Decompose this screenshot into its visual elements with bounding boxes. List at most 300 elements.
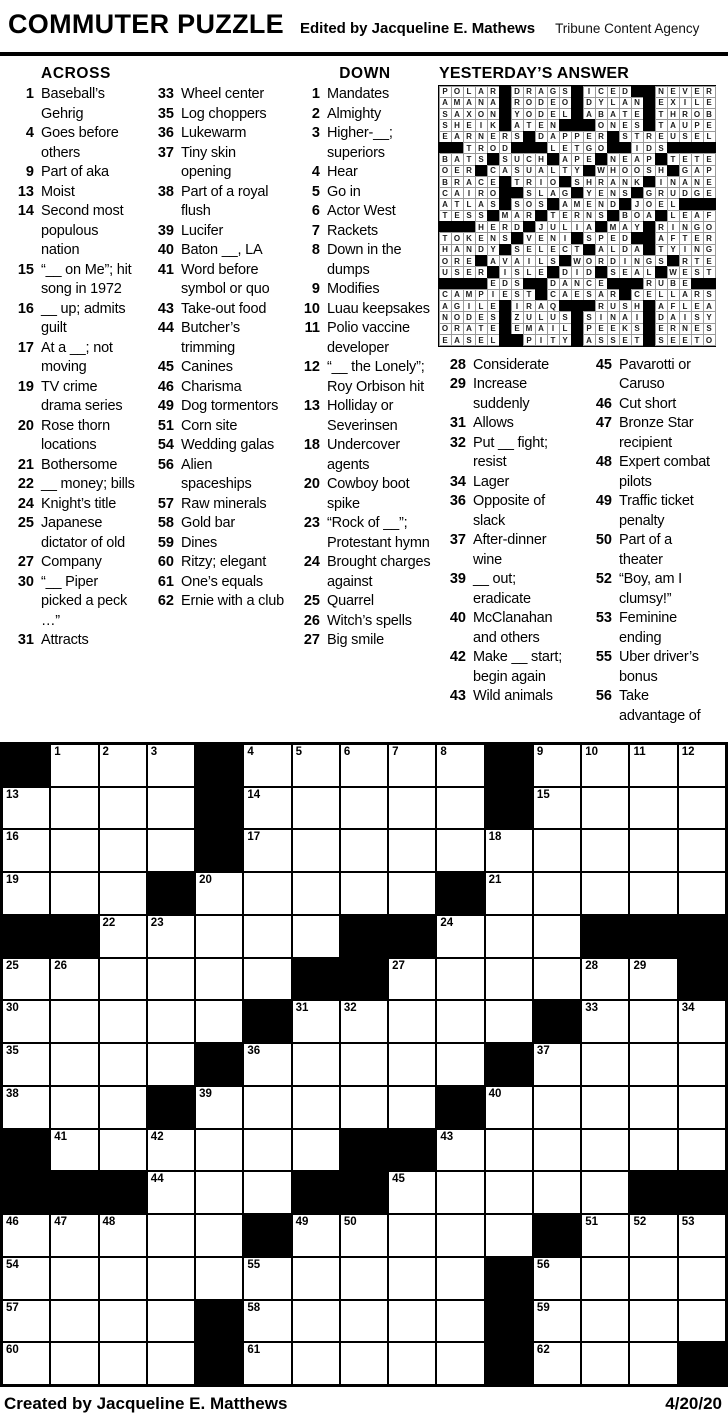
answer-letter-cell: R — [595, 255, 608, 267]
answer-letter-cell: E — [679, 334, 692, 346]
grid-cell[interactable] — [341, 745, 387, 786]
grid-cell[interactable] — [389, 830, 435, 871]
grid-cell[interactable] — [100, 959, 146, 1000]
cell-number: 50 — [343, 1216, 357, 1229]
clue-number: 26 — [303, 612, 320, 629]
grid-cell[interactable] — [437, 1001, 483, 1042]
grid-cell[interactable] — [100, 1258, 146, 1299]
grid-cell[interactable] — [196, 1215, 242, 1256]
grid-cell[interactable] — [244, 1343, 290, 1384]
grid-cell[interactable] — [293, 1130, 339, 1171]
answer-letter-cell: N — [463, 244, 476, 256]
black-cell — [486, 1258, 532, 1299]
grid-cell[interactable] — [51, 1343, 97, 1384]
grid-cell[interactable] — [341, 1301, 387, 1342]
clue — [6, 378, 146, 417]
grid-cell[interactable] — [293, 1215, 339, 1256]
answer-letter-cell: E — [583, 198, 596, 210]
grid-cell[interactable] — [534, 1044, 580, 1085]
grid-cell[interactable] — [148, 916, 194, 957]
clue — [438, 414, 584, 434]
grid-cell[interactable] — [100, 916, 146, 957]
grid-cell[interactable] — [582, 1001, 628, 1042]
grid-cell[interactable] — [293, 916, 339, 957]
grid-cell[interactable] — [3, 1087, 49, 1128]
grid-cell[interactable] — [437, 1215, 483, 1256]
grid-cell[interactable] — [244, 1130, 290, 1171]
answer-letter-cell: T — [631, 131, 644, 143]
answer-letter-cell: I — [631, 311, 644, 323]
grid-cell[interactable] — [389, 1215, 435, 1256]
grid-cell[interactable] — [196, 1258, 242, 1299]
grid-cell[interactable] — [244, 788, 290, 829]
clue-text: Canines — [181, 359, 233, 375]
grid-cell[interactable] — [582, 1258, 628, 1299]
grid-cell[interactable] — [196, 959, 242, 1000]
clue — [292, 202, 438, 222]
grid-cell[interactable] — [148, 959, 194, 1000]
grid-cell[interactable] — [148, 830, 194, 871]
grid-cell[interactable] — [534, 916, 580, 957]
grid-cell[interactable] — [534, 1301, 580, 1342]
grid-cell[interactable] — [148, 788, 194, 829]
grid-cell[interactable] — [341, 788, 387, 829]
grid-cell[interactable] — [100, 1343, 146, 1384]
grid-cell[interactable] — [437, 1343, 483, 1384]
clue-text: Baton __, LA — [181, 242, 263, 258]
grid-cell[interactable] — [341, 1215, 387, 1256]
grid-cell[interactable] — [486, 1215, 532, 1256]
black-cell — [244, 1215, 290, 1256]
grid-cell[interactable] — [389, 1343, 435, 1384]
grid-cell[interactable] — [244, 959, 290, 1000]
clue-text: Luau keepsakes — [327, 300, 430, 317]
grid-cell[interactable] — [534, 1258, 580, 1299]
grid-cell[interactable] — [100, 1087, 146, 1128]
answer-letter-cell: G — [691, 221, 704, 233]
grid-cell[interactable] — [486, 916, 532, 957]
grid-cell[interactable] — [486, 959, 532, 1000]
grid-cell[interactable] — [3, 1258, 49, 1299]
clue — [146, 358, 292, 378]
grid-cell[interactable] — [486, 873, 532, 914]
grid-cell[interactable] — [437, 916, 483, 957]
grid-cell[interactable] — [196, 916, 242, 957]
grid-cell[interactable] — [148, 1130, 194, 1171]
grid-cell[interactable] — [679, 1215, 725, 1256]
answer-letter-cell: A — [559, 198, 572, 210]
answer-letter-cell: B — [619, 210, 632, 222]
answer-letter-cell: E — [703, 255, 716, 267]
answer-letter-cell: L — [559, 108, 572, 120]
answer-letter-cell: R — [463, 165, 476, 177]
grid-cell[interactable] — [389, 1301, 435, 1342]
grid-cell[interactable] — [51, 788, 97, 829]
answer-letter-cell: M — [463, 289, 476, 301]
answer-letter-cell: R — [451, 176, 464, 188]
answer-letter-cell: A — [631, 266, 644, 278]
grid-cell[interactable] — [244, 1087, 290, 1128]
grid-cell[interactable] — [51, 1258, 97, 1299]
cell-number: 15 — [536, 788, 550, 801]
black-cell — [148, 873, 194, 914]
grid-cell[interactable] — [148, 1301, 194, 1342]
grid-cell[interactable] — [100, 873, 146, 914]
answer-letter-cell: Y — [667, 244, 680, 256]
grid-cell[interactable] — [679, 745, 725, 786]
answer-letter-cell: S — [559, 86, 572, 98]
down-clue-list-3 — [584, 356, 728, 727]
answer-letter-cell: Y — [511, 108, 524, 120]
answer-letter-cell: T — [463, 153, 476, 165]
clue-text: Allows — [473, 415, 514, 432]
grid-cell[interactable] — [679, 1130, 725, 1171]
clue — [584, 531, 728, 570]
grid-cell[interactable] — [293, 830, 339, 871]
grid-cell[interactable] — [582, 1215, 628, 1256]
grid-cell[interactable] — [51, 1130, 97, 1171]
grid-cell[interactable] — [100, 745, 146, 786]
grid-cell[interactable] — [293, 1258, 339, 1299]
grid-cell[interactable] — [51, 1301, 97, 1342]
grid-cell[interactable] — [51, 745, 97, 786]
grid-cell[interactable] — [582, 1343, 628, 1384]
clue-number: 31 — [17, 632, 34, 648]
answer-letter-cell: V — [679, 86, 692, 98]
grid-cell[interactable] — [679, 1301, 725, 1342]
grid-cell[interactable] — [437, 959, 483, 1000]
answer-letter-cell: A — [451, 289, 464, 301]
grid-cell[interactable] — [3, 830, 49, 871]
grid-cell[interactable] — [341, 1087, 387, 1128]
clue — [438, 570, 584, 609]
grid-cell[interactable] — [148, 1044, 194, 1085]
grid-cell[interactable] — [630, 788, 676, 829]
grid-cell[interactable] — [582, 745, 628, 786]
clue-text: Cut short — [619, 395, 677, 412]
grid-cell[interactable] — [51, 873, 97, 914]
clue — [292, 397, 438, 436]
answer-letter-cell: E — [487, 323, 500, 335]
grid-cell[interactable] — [389, 1001, 435, 1042]
grid-cell[interactable] — [196, 1130, 242, 1171]
grid-cell[interactable] — [293, 1301, 339, 1342]
grid-cell[interactable] — [341, 873, 387, 914]
grid-cell[interactable] — [582, 830, 628, 871]
answer-letter-cell: S — [535, 198, 548, 210]
grid-cell[interactable] — [389, 1258, 435, 1299]
grid-cell[interactable] — [293, 1087, 339, 1128]
clue — [6, 202, 146, 261]
grid-cell[interactable] — [630, 959, 676, 1000]
grid-cell[interactable] — [51, 830, 97, 871]
grid-cell[interactable] — [679, 873, 725, 914]
grid-cell[interactable] — [293, 745, 339, 786]
grid-cell[interactable] — [148, 1343, 194, 1384]
black-cell — [534, 1215, 580, 1256]
black-cell — [196, 830, 242, 871]
grid-cell[interactable] — [293, 1343, 339, 1384]
grid-cell[interactable] — [534, 745, 580, 786]
grid-cell[interactable] — [244, 1301, 290, 1342]
grid-cell[interactable] — [293, 873, 339, 914]
grid-cell[interactable] — [437, 788, 483, 829]
black-cell — [630, 916, 676, 957]
clue-text: Company — [41, 554, 102, 570]
grid-cell[interactable] — [100, 1130, 146, 1171]
black-cell — [196, 788, 242, 829]
grid-cell[interactable] — [534, 1130, 580, 1171]
grid-cell[interactable] — [389, 873, 435, 914]
grid-cell[interactable] — [51, 959, 97, 1000]
grid-cell[interactable] — [582, 959, 628, 1000]
grid-cell[interactable] — [630, 830, 676, 871]
answer-letter-cell: A — [583, 108, 596, 120]
clue-number: 9 — [25, 164, 34, 180]
grid-cell[interactable] — [389, 1087, 435, 1128]
grid-cell[interactable] — [534, 1172, 580, 1213]
grid-cell[interactable] — [486, 1087, 532, 1128]
answer-letter-cell: R — [655, 221, 668, 233]
grid-cell[interactable] — [389, 1172, 435, 1213]
answer-letter-cell: Y — [595, 97, 608, 109]
clues-section — [0, 56, 728, 742]
answer-letter-cell: R — [487, 86, 500, 98]
answer-letter-cell: E — [607, 86, 620, 98]
grid-cell[interactable] — [3, 1343, 49, 1384]
answer-letter-cell: O — [595, 119, 608, 131]
grid-cell[interactable] — [100, 1215, 146, 1256]
grid-cell[interactable] — [630, 1087, 676, 1128]
grid-cell[interactable] — [244, 873, 290, 914]
clue — [584, 356, 728, 395]
grid-cell[interactable] — [534, 1087, 580, 1128]
answer-letter-cell: G — [451, 300, 464, 312]
answer-letter-cell: S — [559, 311, 572, 323]
grid-cell[interactable] — [437, 830, 483, 871]
cell-number: 29 — [633, 959, 647, 972]
answer-letter-cell: U — [547, 221, 560, 233]
grid-cell[interactable] — [679, 1258, 725, 1299]
grid-cell[interactable] — [582, 1172, 628, 1213]
answer-letter-cell: D — [535, 108, 548, 120]
black-cell — [341, 959, 387, 1000]
grid-cell[interactable] — [534, 788, 580, 829]
grid-cell[interactable] — [148, 1215, 194, 1256]
grid-cell[interactable] — [341, 1001, 387, 1042]
agency-credit: Tribune Content Agency — [555, 21, 700, 36]
grid-cell[interactable] — [630, 1001, 676, 1042]
clue-text: Big smile — [327, 632, 385, 648]
grid-cell[interactable] — [3, 959, 49, 1000]
grid-cell[interactable] — [3, 1044, 49, 1085]
grid-cell[interactable] — [630, 1130, 676, 1171]
grid-cell[interactable] — [437, 1130, 483, 1171]
grid-cell[interactable] — [51, 1087, 97, 1128]
clue-text: __ out; eradicate — [473, 571, 531, 607]
grid-cell[interactable] — [244, 1258, 290, 1299]
grid-cell[interactable] — [389, 745, 435, 786]
grid-cell[interactable] — [341, 1258, 387, 1299]
clue — [584, 453, 728, 492]
clue-text: Goes before others — [41, 125, 119, 161]
clue — [6, 300, 146, 339]
grid-cell[interactable] — [582, 788, 628, 829]
grid-cell[interactable] — [534, 830, 580, 871]
grid-cell[interactable] — [196, 873, 242, 914]
grid-cell[interactable] — [100, 1001, 146, 1042]
grid-cell[interactable] — [630, 1044, 676, 1085]
grid-cell[interactable] — [437, 1172, 483, 1213]
answer-letter-cell: N — [547, 119, 560, 131]
grid-cell[interactable] — [534, 873, 580, 914]
grid-cell[interactable] — [437, 1258, 483, 1299]
answer-letter-cell: E — [655, 97, 668, 109]
grid-cell[interactable] — [3, 873, 49, 914]
answer-letter-cell: A — [655, 232, 668, 244]
answer-letter-cell: R — [523, 176, 536, 188]
grid-cell[interactable] — [3, 1001, 49, 1042]
grid-cell[interactable] — [534, 1343, 580, 1384]
grid-cell[interactable] — [341, 1044, 387, 1085]
clue-text: Rose thorn locations — [41, 417, 110, 453]
grid-cell[interactable] — [389, 1044, 435, 1085]
grid-cell[interactable] — [630, 745, 676, 786]
answer-letter-cell: E — [691, 300, 704, 312]
cell-number: 62 — [536, 1344, 550, 1357]
clue — [146, 222, 292, 242]
cell-number: 53 — [681, 1216, 695, 1229]
grid-cell[interactable] — [679, 1087, 725, 1128]
clue-text: Ritzy; elegant — [181, 554, 267, 570]
grid-cell[interactable] — [582, 873, 628, 914]
answer-letter-cell: S — [583, 232, 596, 244]
clue-number: 4 — [25, 125, 34, 141]
grid-cell[interactable] — [244, 1044, 290, 1085]
grid-cell[interactable] — [51, 1044, 97, 1085]
grid-cell[interactable] — [630, 1301, 676, 1342]
grid-cell[interactable] — [534, 959, 580, 1000]
clue-text: Lager — [473, 473, 510, 490]
grid-cell[interactable] — [244, 745, 290, 786]
grid-cell[interactable] — [293, 1001, 339, 1042]
answer-letter-cell: I — [559, 232, 572, 244]
grid-cell[interactable] — [100, 788, 146, 829]
black-cell — [3, 1130, 49, 1171]
grid-cell[interactable] — [341, 1343, 387, 1384]
answer-letter-cell: O — [691, 108, 704, 120]
grid-cell[interactable] — [437, 745, 483, 786]
grid-cell[interactable] — [100, 1044, 146, 1085]
grid-cell[interactable] — [486, 1172, 532, 1213]
grid-cell[interactable] — [630, 1215, 676, 1256]
grid-cell[interactable] — [3, 1301, 49, 1342]
grid-cell[interactable] — [582, 1130, 628, 1171]
grid-cell[interactable] — [148, 745, 194, 786]
answer-letter-cell: W — [667, 266, 680, 278]
grid-cell[interactable] — [486, 1130, 532, 1171]
answer-letter-cell: N — [691, 244, 704, 256]
grid-cell[interactable] — [679, 1044, 725, 1085]
clue — [438, 648, 584, 687]
grid-cell[interactable] — [3, 1215, 49, 1256]
answer-letter-cell: R — [475, 266, 488, 278]
answer-letter-cell: Y — [571, 165, 584, 177]
grid-cell[interactable] — [630, 873, 676, 914]
answer-letter-cell: T — [511, 176, 524, 188]
clue-text: Bothersome — [41, 456, 118, 473]
grid-cell[interactable] — [389, 788, 435, 829]
grid-cell[interactable] — [582, 1301, 628, 1342]
clue-number: 40 — [157, 242, 174, 258]
answer-letter-cell: D — [511, 86, 524, 98]
grid-cell[interactable] — [3, 788, 49, 829]
answer-letter-cell: A — [559, 289, 572, 301]
answer-letter-cell: R — [451, 323, 464, 335]
clue — [146, 183, 292, 222]
answer-letter-cell: J — [631, 198, 644, 210]
grid-cell[interactable] — [51, 1001, 97, 1042]
grid-cell[interactable] — [679, 1001, 725, 1042]
answer-letter-cell: L — [487, 334, 500, 346]
grid-cell[interactable] — [148, 1001, 194, 1042]
grid-cell[interactable] — [148, 1258, 194, 1299]
grid-cell[interactable] — [389, 959, 435, 1000]
answer-letter-cell: E — [451, 165, 464, 177]
grid-cell[interactable] — [341, 830, 387, 871]
grid-cell[interactable] — [196, 1087, 242, 1128]
grid-cell[interactable] — [100, 1301, 146, 1342]
answer-letter-cell: P — [643, 153, 656, 165]
grid-cell[interactable] — [630, 1258, 676, 1299]
grid-cell[interactable] — [486, 830, 532, 871]
grid-cell[interactable] — [244, 1172, 290, 1213]
answer-letter-cell: S — [487, 198, 500, 210]
grid-cell[interactable] — [196, 1172, 242, 1213]
answer-letter-cell: S — [547, 255, 560, 267]
answer-letter-cell: T — [691, 334, 704, 346]
answer-letter-cell: E — [487, 176, 500, 188]
black-cell — [51, 1172, 97, 1213]
grid-cell[interactable] — [679, 830, 725, 871]
grid-cell[interactable] — [293, 788, 339, 829]
grid-cell[interactable] — [196, 1001, 242, 1042]
answer-letter-cell: I — [679, 244, 692, 256]
clue-number: 27 — [303, 632, 320, 648]
answer-letter-cell: T — [439, 232, 452, 244]
answer-letter-cell: E — [547, 244, 560, 256]
clue-number: 14 — [17, 203, 34, 219]
grid-cell[interactable] — [437, 1301, 483, 1342]
grid-cell[interactable] — [582, 1044, 628, 1085]
grid-cell[interactable] — [293, 1044, 339, 1085]
grid-cell[interactable] — [630, 1343, 676, 1384]
cell-number: 32 — [343, 1002, 357, 1015]
grid-cell[interactable] — [679, 788, 725, 829]
answer-letter-cell: D — [619, 244, 632, 256]
grid-cell[interactable] — [244, 916, 290, 957]
grid-cell[interactable] — [51, 1215, 97, 1256]
grid-cell[interactable] — [148, 1172, 194, 1213]
grid-cell[interactable] — [582, 1087, 628, 1128]
grid-cell[interactable] — [437, 1044, 483, 1085]
answer-letter-cell: Y — [631, 221, 644, 233]
grid-cell[interactable] — [486, 1001, 532, 1042]
answer-letter-cell: A — [535, 323, 548, 335]
clue-number: 54 — [157, 437, 174, 453]
grid-cell[interactable] — [244, 830, 290, 871]
grid-cell[interactable] — [100, 830, 146, 871]
